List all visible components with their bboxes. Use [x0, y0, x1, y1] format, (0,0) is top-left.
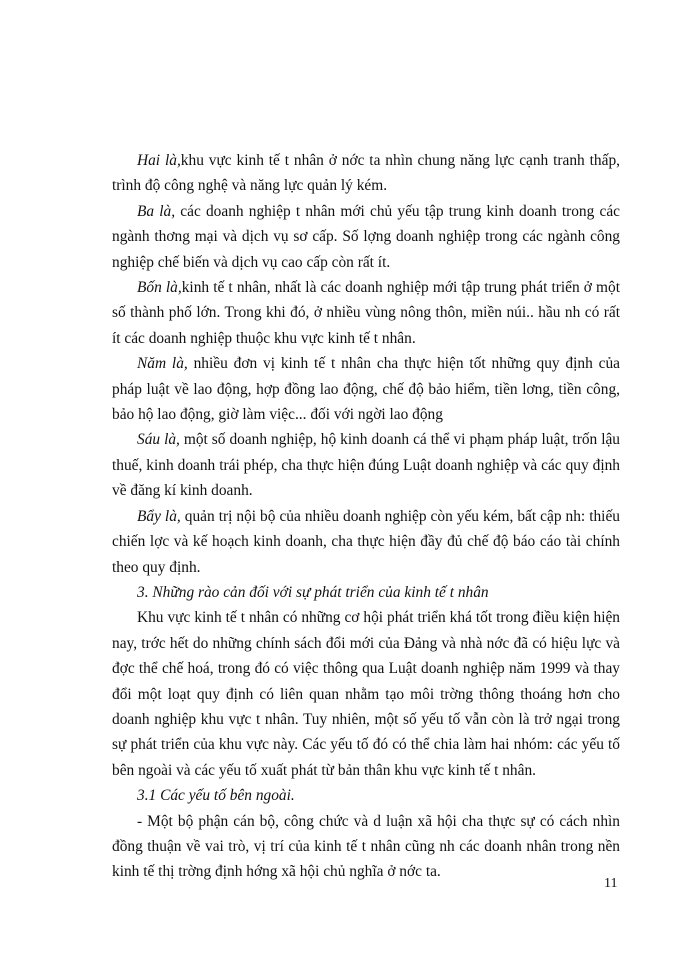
paragraph-sau-la	[112, 427, 620, 503]
paragraph-text: kinh tế t nhân, nhất là các doanh nghiệp mới tập trung phát triển ở một số thành phố lớn. Trong khi đó, ở nhiều vùng nông thôn, miền núi.. hầu nh có rất ít các doanh nghiệp thuộc khu vực kinh tế t nhân.	[112, 279, 620, 347]
paragraph-ba-la	[112, 199, 620, 275]
paragraph-bay-la	[112, 504, 620, 580]
paragraph-bon-la	[112, 275, 620, 351]
paragraph-text: khu vực kinh tế t nhân ở nớc ta nhìn chung năng lực cạnh tranh thấp, trình độ công nghệ và năng lực quản lý kém.	[112, 152, 620, 195]
paragraph-text: một số doanh nghiệp, hộ kinh doanh cá thể vi phạm pháp luật, trốn lậu thuế, kinh doanh trái phép, cha thực hiện đúng Luật doanh nghiệp và các quy định về đăng kí kinh doanh.	[112, 431, 620, 500]
paragraph-lead: Ba là,	[137, 202, 176, 220]
paragraph-lead: Bốn là,	[137, 279, 182, 297]
section-heading: 3. Những rào cản đối với sự phát triển của kinh tế t nhân	[137, 583, 489, 601]
section-body: Khu vực kinh tế t nhân có những cơ hội phát triển khá tốt trong điều kiện hiện nay, trớc hết do những chính sách đổi mới của Đảng và nhà nớc đã có hiệu lực và đợc thể chế hoá, trong đó có việc thông qua Luật doanh nghiệp năm 1999 và thay đổi một loạt quy định có liên quan nhằm tạo môi trờng thông thoáng hơn cho doanh nghiệp khu vực t nhân. Tuy nhiên, một số yếu tố vẫn còn là trở ngại trong sự phát triển của khu vực này. Các yếu tố đó có thể chia làm hai nhóm: các yếu tố bên ngoài và các yếu tố xuất phát từ bản thân khu vực kinh tế t nhân.	[112, 609, 620, 779]
paragraph-text: quản trị nội bộ của nhiều doanh nghiệp còn yếu kém, bất cập nh: thiếu chiến lợc và kế hoạch kinh doanh, cha thực hiện đầy đủ chế độ báo cáo tài chính theo quy định.	[112, 507, 620, 576]
page-number: 11	[604, 876, 618, 891]
subsection-body: - Một bộ phận cán bộ, công chức và d luận xã hội cha thực sự có cách nhìn đồng thuận về vai trò, vị trí của kinh tế t nhân cũng nh các doanh nhân trong nền kinh tế thị trờng định hớng xã hội chủ nghĩa ở nớc ta.	[112, 812, 620, 881]
paragraph-nam-la	[112, 351, 620, 427]
paragraph-text: các doanh nghiệp t nhân mới chủ yếu tập trung kinh doanh trong các ngành thơng mại và dịch vụ sơ cấp. Số lợng doanh nghiệp trong các ngành công nghiệp chế biến và dịch vụ cao cấp còn rất ít.	[112, 202, 620, 271]
paragraph-lead: Hai là,	[137, 152, 181, 169]
paragraph-lead: Sáu là,	[137, 431, 180, 449]
page-body	[112, 148, 620, 885]
subsection-heading: 3.1 Các yếu tố bên ngoài.	[137, 787, 295, 805]
paragraph-lead: Năm là,	[137, 355, 188, 373]
paragraph-lead: Bẩy là,	[137, 507, 181, 525]
paragraph-text: nhiều đơn vị kinh tế t nhân cha thực hiện tốt những quy định của pháp luật về lao động, hợp đồng lao động, chế độ bảo hiểm, tiền lơng, tiền công, bảo hộ lao động, giờ làm việc... đối với ngời lao động	[112, 355, 620, 424]
paragraph-hai-la	[112, 148, 620, 199]
